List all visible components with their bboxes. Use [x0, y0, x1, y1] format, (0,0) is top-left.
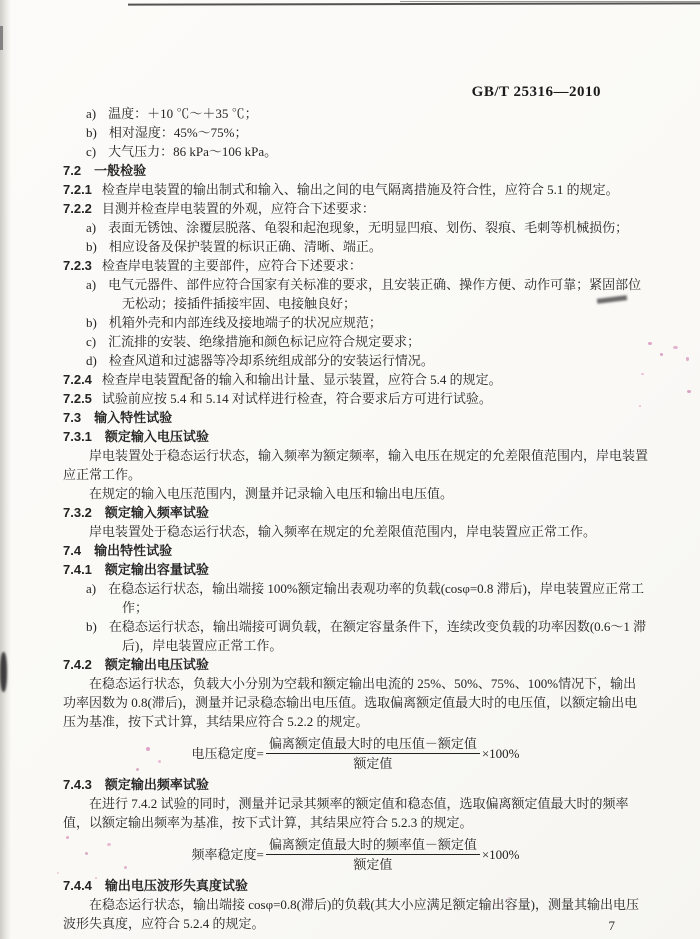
clause-number: 7.3.1 [63, 429, 92, 444]
section-heading-7.4.1 [63, 560, 648, 579]
section-heading-7.4.3 [63, 775, 648, 794]
list-label: b) [86, 619, 97, 634]
paragraph: 岸电装置处于稳态运行状态，输入频率在规定的允差限值范围内，岸电装置应正常工作。 [89, 524, 597, 539]
list-item-a [63, 104, 648, 123]
clause-title: 额定输出容量试验 [104, 562, 209, 577]
list-text: 表面无锈蚀、涂覆层脱落、龟裂和起泡现象，无明显凹痕、划伤、裂痕、毛刺等机械损伤； [108, 220, 629, 235]
paragraph: 在进行 7.4.2 试验的同时，测量并记录其频率的额定值和稳态值，选取偏离额定值最大时的频率值，以额定输出频率为基准，按下式计算，其结果应符合 5.2.3 的规定。 [63, 796, 629, 830]
list-label: a) [86, 277, 97, 292]
list-text: 汇流排的安装、绝缘措施和颜色标记应符合规定要求； [108, 334, 421, 349]
scan-edge-line [400, 1, 700, 2]
clause-7.2.2 [63, 199, 648, 218]
section-heading-7.4.2 [63, 655, 648, 674]
list-item-b [63, 123, 648, 142]
list-text: 大气压力：86 kPa～106 kPa。 [108, 144, 278, 159]
list-item-b [63, 237, 648, 256]
list-item-b [63, 313, 648, 332]
list-item-a [63, 218, 648, 237]
formula-numerator: 偏离额定值最大时的电压值－额定值 [266, 735, 480, 754]
list-text: 检查风道和过滤器等冷却系统组成部分的安装运行情况。 [108, 353, 434, 368]
clause-text: 目测并检查岸电装置的外观，应符合下述要求： [101, 201, 375, 216]
paragraph: 在稳态运行状态，负载大小分别为空载和额定输出电流的 25%、50%、75%、100%情况下，输出功率因数为 0.8(滞后)，测量并记录稳态输出电压值。选取偏离额定值最大时的电压值，以额定输出电压为基准，按下式计算，其结果应符合 5.2.2 的规定。 [63, 676, 638, 729]
section-heading-7.3.1 [63, 427, 648, 446]
list-text: 在稳态运行状态，输出端接 100%额定输出表观功率的负载(cosφ=0.8 滞后)，岸电装置应正常工作； [108, 581, 645, 615]
list-text: 温度：＋10 ℃～＋35 ℃； [108, 106, 258, 121]
paragraph: 岸电装置处于稳态运行状态，输入频率为额定频率，输入电压在规定的允差限值范围内，岸电装置应正常工作。 [63, 448, 649, 482]
clause-number: 7.2.3 [63, 258, 92, 273]
list-item-a [63, 579, 648, 617]
formula-denominator: 额定值 [353, 856, 393, 872]
list-text: 相对湿度：45%～75%； [108, 125, 248, 140]
clause-number: 7.3.2 [63, 505, 92, 520]
clause-7.2.5 [63, 389, 648, 408]
clause-number: 7.2.1 [63, 182, 92, 197]
formula-denominator: 额定值 [353, 755, 393, 771]
clause-title: 额定输出频率试验 [104, 777, 209, 792]
formula-lhs: 频率稳定度= [191, 846, 264, 862]
list-label: d) [86, 353, 97, 368]
clause-title: 输出特性试验 [94, 543, 173, 558]
section-heading-7.3.2 [63, 503, 648, 522]
list-label: b) [86, 125, 97, 140]
formula [63, 732, 648, 774]
clause-number: 7.2.4 [63, 372, 92, 387]
list-label: c) [86, 334, 97, 349]
formula-lhs: 电压稳定度= [191, 745, 264, 761]
formula-suffix: ×100% [481, 846, 520, 862]
clause-number: 7.4 [63, 543, 82, 558]
section-heading-7.2 [63, 161, 648, 180]
clause-number: 7.2.2 [63, 201, 92, 216]
clause-title: 额定输入频率试验 [104, 505, 209, 520]
scan-edge-line [128, 2, 700, 5]
list-item-a [63, 275, 648, 313]
list-text: 相应设备及保护装置的标识正确、清晰、端正。 [108, 239, 382, 254]
clause-title: 额定输入电压试验 [104, 429, 209, 444]
clause-7.2.1 [63, 180, 648, 199]
clause-number: 7.3 [63, 410, 82, 425]
list-item-b [63, 617, 648, 655]
clause-text: 检查岸电装置配备的输入和输出计量、显示装置，应符合 5.4 的规定。 [101, 372, 502, 387]
list-label: b) [86, 239, 97, 254]
list-label: b) [86, 315, 97, 330]
scan-left-band [0, 0, 11, 939]
clause-text: 检查岸电装置的主要部件，应符合下述要求： [101, 258, 362, 273]
clause-number: 7.4.3 [63, 777, 92, 792]
clause-title: 一般检验 [94, 163, 147, 178]
clause-text: 试验前应按 5.4 和 5.14 对试样进行检查，符合要求后方可进行试验。 [101, 391, 492, 406]
section-heading-7.4 [63, 541, 648, 560]
clause-title: 额定输出电压试验 [104, 657, 209, 672]
formula-numerator: 偏离额定值最大时的频率值－额定值 [266, 836, 480, 855]
section-heading-7.4.4 [63, 876, 648, 895]
clause-title: 输出电压波形失真度试验 [104, 878, 248, 893]
formula-fraction [266, 836, 480, 873]
list-label: a) [86, 106, 97, 121]
list-label: c) [86, 144, 97, 159]
scan-left-blob [0, 652, 7, 692]
clause-7.2.4 [63, 370, 648, 389]
list-item-d [63, 351, 648, 370]
clause-7.2.3 [63, 256, 648, 275]
page-number: 7 [608, 918, 615, 933]
clause-number: 7.4.2 [63, 657, 92, 672]
formula-fraction [266, 735, 480, 772]
list-label: a) [86, 581, 97, 596]
clause-text: 检查岸电装置的输出制式和输入、输出之间的电气隔离措施及符合性，应符合 5.1 的规定。 [101, 182, 619, 197]
standard-number-header: GB/T 25316—2010 [471, 84, 601, 100]
paragraph: 在稳态运行状态，输出端接 cosφ=0.8(滞后)的负载(其大小应满足额定输出容量)，测量其输出电压波形失真度，应符合 5.2.4 的规定。 [63, 897, 639, 931]
list-label: a) [86, 220, 97, 235]
scan-left-mark [0, 26, 3, 50]
formula-suffix: ×100% [481, 745, 520, 761]
list-text: 电气元器件、部件应符合国家有关标准的要求，且安装正确、操作方便、动作可靠；紧固部位无松动；接插件插接牢固、电接触良好； [108, 277, 642, 311]
formula [63, 833, 648, 875]
list-text: 机箱外壳和内部连线及接地端子的状况应规范； [108, 315, 382, 330]
clause-number: 7.4.4 [63, 878, 92, 893]
list-text: 在稳态运行状态，输出端接可调负载，在额定容量条件下，连续改变负载的功率因数(0.6～1 滞后)，岸电装置应正常工作。 [108, 619, 647, 653]
paragraph: 在规定的输入电压范围内，测量并记录输入电压和输出电压值。 [89, 486, 454, 501]
clause-title: 输入特性试验 [94, 410, 173, 425]
clause-number: 7.2 [63, 163, 82, 178]
list-item-c [63, 332, 648, 351]
clause-number: 7.4.1 [63, 562, 92, 577]
document-content [63, 104, 648, 933]
list-item-c [63, 142, 648, 161]
clause-number: 7.2.5 [63, 391, 92, 406]
section-heading-7.3 [63, 408, 648, 427]
